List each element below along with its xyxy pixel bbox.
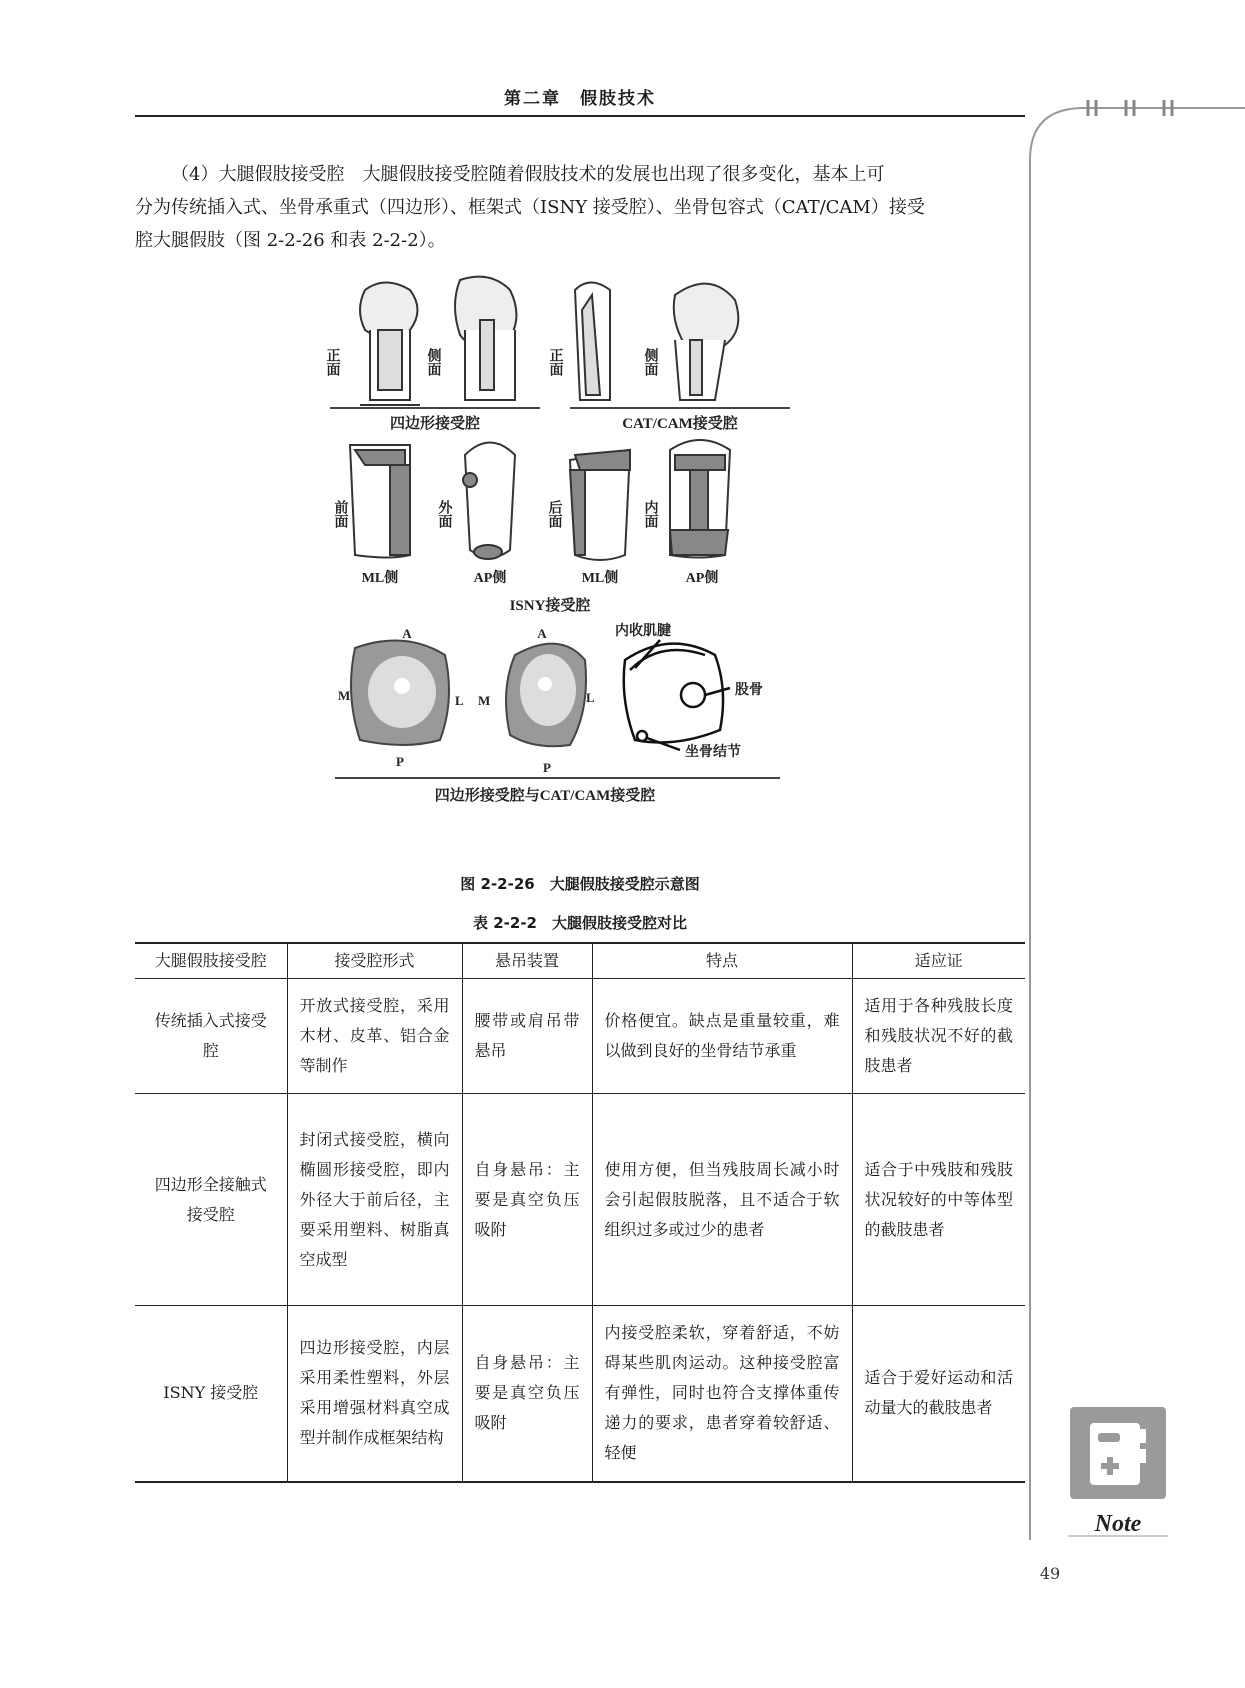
table-cell: 传统插入式接受腔	[135, 979, 287, 1094]
table-row	[135, 1306, 1025, 1482]
label-m-1: M	[338, 688, 351, 703]
label-adductor: 内收肌腱	[615, 624, 671, 639]
quadrilateral-cross-section	[351, 640, 449, 745]
header-rule	[135, 115, 1025, 117]
label-p-1: P	[396, 754, 404, 769]
column-header: 接受腔形式	[287, 943, 462, 979]
table-cell: 腰带或肩吊带悬吊	[462, 979, 592, 1094]
table-cell: 自身悬吊：主要是真空负压吸附	[462, 1306, 592, 1482]
comparison-table	[135, 942, 1025, 1483]
title-comparison: 四边形接受腔与CAT/CAM接受腔	[434, 788, 656, 804]
title-isny: ISNY接受腔	[509, 598, 591, 614]
table-cell: ISNY 接受腔	[135, 1306, 287, 1482]
label-inner: 内面	[642, 500, 658, 528]
cat-cam-socket-side-illustration	[674, 284, 739, 400]
column-header: 特点	[592, 943, 852, 979]
label-front-1: 正面	[324, 348, 340, 376]
table-header-row	[135, 943, 1025, 979]
cat-cam-socket-front-illustration	[575, 283, 610, 401]
outline-cross-section	[624, 640, 730, 750]
label-front-2: 正面	[547, 348, 563, 376]
socket-diagram-figure	[324, 270, 910, 860]
label-outer: 外面	[436, 500, 452, 528]
table-row	[135, 979, 1025, 1094]
label-l-1: L	[455, 693, 464, 708]
table-cell: 四边形全接触式接受腔	[135, 1094, 287, 1306]
sub-ap-2: AP侧	[685, 571, 719, 586]
paragraph-line: 分为传统插入式、坐骨承重式（四边形）、框架式（ISNY 接受腔）、坐骨包容式（CAT/CAM）接受	[135, 197, 925, 218]
label-m-2: M	[478, 693, 491, 708]
title-quadrilateral: 四边形接受腔	[389, 416, 481, 432]
column-header: 大腿假肢接受腔	[135, 943, 287, 979]
label-p-2: P	[543, 760, 551, 775]
table-caption: 表 2-2-2 大腿假肢接受腔对比	[473, 914, 687, 932]
quadrilateral-socket-side-illustration	[455, 277, 516, 400]
note-label: Note	[1094, 1511, 1142, 1537]
paragraph-line: （4）大腿假肢接受腔 大腿假肢接受腔随着假肢技术的发展也出现了很多变化，基本上可	[171, 164, 885, 185]
table-cell: 适合于爱好运动和活动量大的截肢患者	[852, 1306, 1025, 1482]
table-cell: 内接受腔柔软，穿着舒适，不妨碍某些肌肉运动。这种接受腔富有弹性，同时也符合支撑体重传递力的要求，患者穿着较舒适、轻便	[592, 1306, 852, 1482]
note-badge	[1068, 1405, 1168, 1540]
table-cell: 适用于各种残肢长度和残肢状况不好的截肢患者	[852, 979, 1025, 1094]
label-side-1: 侧面	[425, 348, 441, 376]
chapter-title: 第二章 假肢技术	[504, 89, 656, 109]
table-cell: 开放式接受腔，采用木材、皮革、铝合金等制作	[287, 979, 462, 1094]
table-cell: 适合于中残肢和残肢状况较好的中等体型的截肢患者	[852, 1094, 1025, 1306]
intro-paragraph	[135, 158, 1025, 257]
margin-decoration	[1030, 100, 1245, 1560]
label-ischial: 坐骨结节	[685, 745, 741, 760]
table-cell: 自身悬吊：主要是真空负压吸附	[462, 1094, 592, 1306]
table-cell: 封闭式接受腔，横向椭圆形接受腔，即内外径大于前后径，主要采用塑料、树脂真空成型	[287, 1094, 462, 1306]
sub-ap-1: AP侧	[473, 571, 507, 586]
sub-ml-2: ML侧	[581, 571, 619, 586]
sub-ml-1: ML侧	[361, 571, 399, 586]
table-cell: 四边形接受腔，内层采用柔性塑料，外层采用增强材料真空成型并制作成框架结构	[287, 1306, 462, 1482]
label-femur: 股骨	[735, 683, 763, 698]
isny-socket-illustrations	[350, 440, 730, 560]
label-front: 前面	[332, 500, 348, 528]
paragraph-line: 腔大腿假肢（图 2-2-26 和表 2-2-2）。	[135, 230, 446, 251]
title-cat-cam: CAT/CAM接受腔	[622, 416, 738, 432]
label-a-1: A	[402, 626, 412, 641]
column-header: 适应证	[852, 943, 1025, 979]
page-number: 49	[1039, 1564, 1061, 1583]
cat-cam-cross-section	[506, 644, 586, 747]
figure-caption: 图 2-2-26 大腿假肢接受腔示意图	[460, 875, 700, 893]
table-cell: 使用方便，但当残肢周长减小时会引起假肢脱落，且不适合于软组织过多或过少的患者	[592, 1094, 852, 1306]
label-l-2: L	[586, 690, 595, 705]
label-side-2: 侧面	[642, 348, 658, 376]
column-header: 悬吊装置	[462, 943, 592, 979]
label-back: 后面	[546, 500, 562, 528]
label-a-2: A	[537, 626, 547, 641]
table-cell: 价格便宜。缺点是重量较重，难以做到良好的坐骨结节承重	[592, 979, 852, 1094]
table-row	[135, 1094, 1025, 1306]
quadrilateral-socket-front-illustration	[360, 283, 420, 406]
